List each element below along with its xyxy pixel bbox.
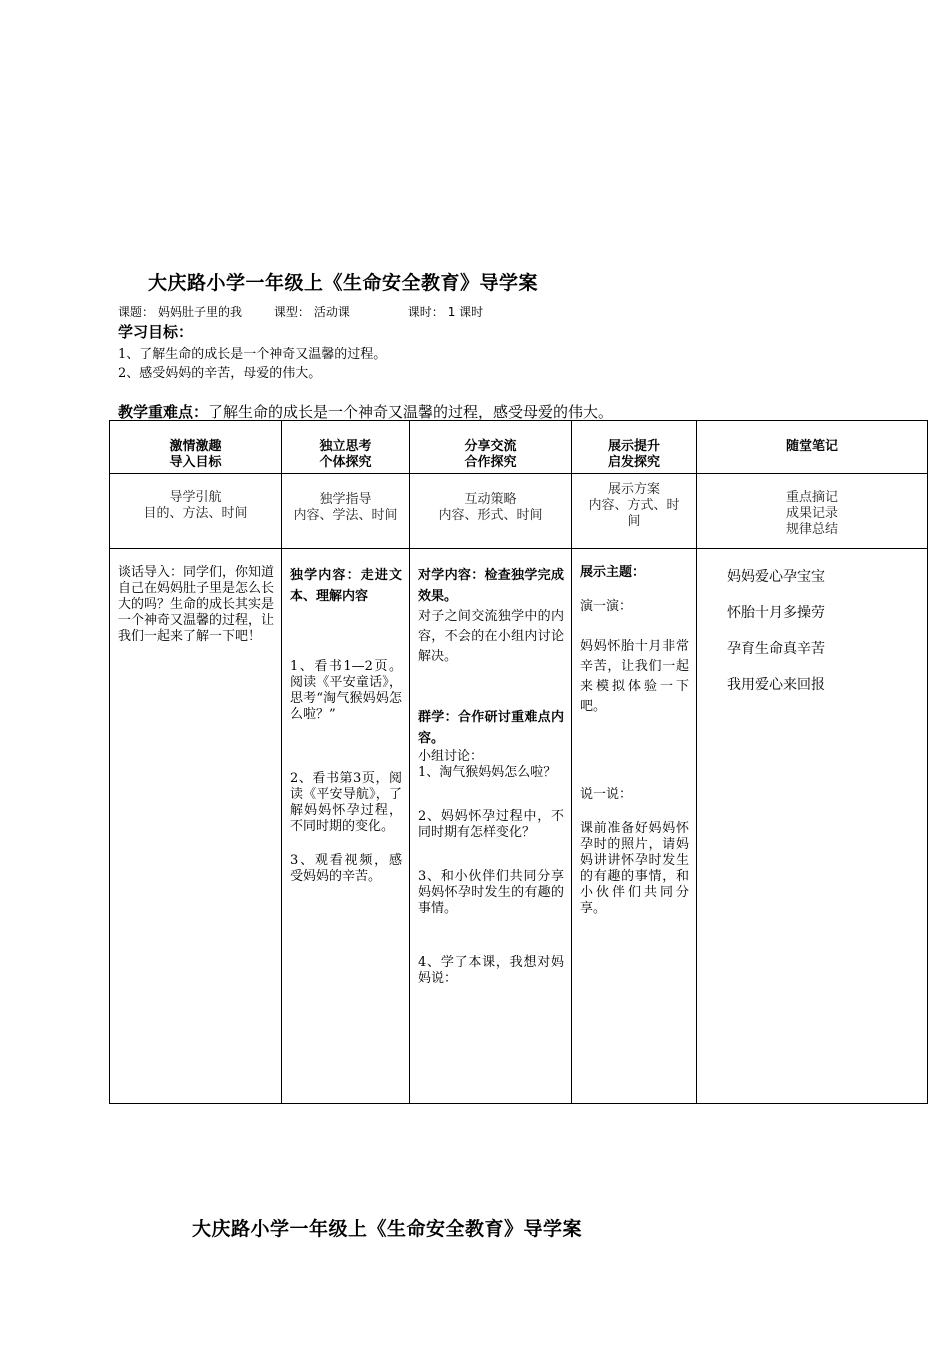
group-item-2: 2、妈妈怀孕过程中，不同时期有怎样变化？ — [418, 809, 564, 840]
goals-heading: 学习目标： — [118, 323, 194, 341]
page-title: 大庆路小学一年级上《生命安全教育》导学案 — [148, 272, 539, 294]
self-study-item-3: 3、观看视频，感受妈妈的辛苦。 — [290, 853, 402, 884]
content-col-5 — [697, 549, 928, 1104]
content-col-1 — [110, 549, 282, 1104]
subheader-col-1: 导学引航 目的、方法、时间 — [110, 474, 282, 549]
footer-title: 大庆路小学一年级上《生命安全教育》导学案 — [192, 1218, 583, 1240]
content-col-4 — [572, 549, 697, 1104]
hours-label: 课时： — [407, 305, 444, 319]
self-study-item-2: 2、看书第3页，阅读《平安导航》，了解妈妈怀孕过程，不同时期的变化。 — [290, 771, 402, 834]
header-col-5: 随堂笔记 — [697, 421, 928, 474]
subheader-col-5: 重点摘记 成果记录 规律总结 — [697, 474, 928, 549]
group-study-heading: 群学：合作研讨重难点内容。 — [418, 710, 564, 746]
intro-text: 谈话导入：同学们，你知道自己在妈妈肚子里是怎么长大的吗？生命的成长其实是一个神奇又温馨的过程，让我们一起来了解一下吧！ — [118, 565, 275, 644]
goal-item-2: 2、感受妈妈的辛苦，母爱的伟大。 — [118, 366, 322, 381]
subheader-col-3: 互动策略 内容、形式、时间 — [410, 474, 572, 549]
group-item-4: 4、学了本课，我想对妈妈说： — [418, 955, 564, 986]
hours-value: 1 课时 — [447, 305, 484, 319]
talk-text: 课前准备好妈妈怀孕时的照片，请妈妈讲讲怀孕时发生的有趣的事情，和小伙伴们共同分享。 — [580, 821, 689, 916]
header-col-4: 展示提升 启发探究 — [572, 421, 697, 474]
type-value: 活动课 — [313, 305, 350, 319]
note-line-4: 我用爱心来回报 — [727, 677, 825, 693]
header-col-1: 激情激趣 导入目标 — [110, 421, 282, 474]
talk-label: 说一说： — [580, 787, 633, 802]
content-col-3 — [410, 549, 572, 1104]
group-item-1: 1、淘气猴妈妈怎么啦？ — [418, 765, 557, 780]
act-text: 妈妈怀胎十月非常辛苦，让我们一起来模拟体验一下吧。 — [580, 639, 689, 714]
pair-study-text: 对子之间交流独学中的内容，不会的在小组内讨论解决。 — [418, 609, 564, 664]
note-line-3: 孕育生命真辛苦 — [727, 641, 825, 657]
subheader-col-2: 独学指导 内容、学法、时间 — [282, 474, 410, 549]
lesson-meta — [118, 303, 483, 320]
content-col-2 — [282, 549, 410, 1104]
header-col-2: 独立思考 个体探究 — [282, 421, 410, 474]
difficulty-label: 教学重难点： — [118, 403, 209, 421]
subheader-row — [110, 474, 928, 549]
show-theme-heading: 展示主题： — [580, 565, 646, 580]
lesson-table — [109, 420, 928, 1104]
self-study-heading: 独学内容：走进文本、理解内容 — [290, 568, 402, 604]
goal-item-1: 1、了解生命的成长是一个神奇又温馨的过程。 — [118, 347, 387, 362]
type-label: 课型： — [273, 305, 310, 319]
header-row — [110, 421, 928, 474]
difficulty-line — [118, 401, 613, 422]
group-item-3: 3、和小伙伴们共同分享妈妈怀孕时发生的有趣的事情。 — [418, 869, 564, 916]
content-row — [110, 549, 928, 1104]
act-label: 演一演： — [580, 599, 633, 614]
subheader-col-4: 展示方案 内容、方式、时 间 — [572, 474, 697, 549]
note-line-1: 妈妈爱心孕宝宝 — [727, 569, 825, 585]
topic-value: 妈妈肚子里的我 — [158, 305, 243, 319]
topic-label: 课题： — [118, 305, 155, 319]
difficulty-text: 了解生命的成长是一个神奇又温馨的过程，感受母爱的伟大。 — [208, 403, 614, 421]
note-line-2: 怀胎十月多操劳 — [727, 605, 825, 621]
self-study-item-1: 1、看书1—2页。阅读《平安童话》，思考“淘气猴妈妈怎么啦？” — [290, 659, 402, 722]
header-col-3: 分享交流 合作探究 — [410, 421, 572, 474]
group-discussion-label: 小组讨论： — [418, 749, 484, 764]
pair-study-heading: 对学内容：检查独学完成效果。 — [418, 568, 564, 604]
